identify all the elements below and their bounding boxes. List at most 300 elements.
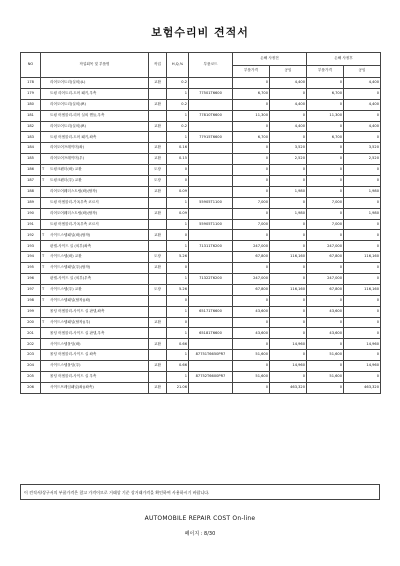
row-item-name: 리어도어트리(실외)(R) [50,123,86,128]
cell-no: 206 [21,382,41,393]
cell-op [149,328,167,339]
row-item-name: 트렁크펜더(좌) 교환 [50,167,82,172]
cell-op [149,306,167,317]
cell-labor-after: 0 [344,110,381,121]
header-hq: H,Q,% [167,53,189,78]
row-item-name: 트렁 어셈블리-도어 패키,좌측 [50,134,97,139]
cell-part-price-before: 11,300 [233,110,270,121]
cell-labor-before: 463,320 [270,382,307,393]
cell-part-no [189,176,233,187]
cell-part-no [189,186,233,197]
cell-op: 교환 [149,121,167,132]
page-title: 보험수리비 견적서 [151,26,249,39]
cell-labor-before: 0 [270,274,307,285]
cell-part-price-after: 0 [307,78,344,89]
cell-part-price-before: 247,000 [233,241,270,252]
cell-labor-after: 2,520 [344,154,381,165]
cell-labor-after: 0 [344,241,381,252]
cell-labor-before: 0 [270,306,307,317]
cell-part-no [189,99,233,110]
cell-op [149,132,167,143]
cell-op: 도장 [149,284,167,295]
row-indent-marker: T [42,297,45,302]
cell-op [149,350,167,361]
cell-name [41,317,149,328]
cell-part-price-after: 67,800 [307,284,344,295]
cell-op [149,88,167,99]
cell-hq: 0 [167,263,189,274]
row-item-name: 트렁 어셈블리-가옥우측 코르셔 [50,221,99,226]
cell-name [41,274,149,285]
cell-hq: 1 [167,110,189,121]
cell-hq: 5.26 [167,252,189,263]
cell-op [149,197,167,208]
table-row [21,197,381,208]
cell-no: 192 [21,230,41,241]
cell-part-no: 71311T6200 [189,241,233,252]
cell-hq: 0.09 [167,208,189,219]
cell-op [149,219,167,230]
table-row [21,241,381,252]
cell-labor-before: 0 [270,219,307,230]
estimate-table-wrap [20,52,380,394]
cell-no: 186 [21,165,41,176]
cell-labor-before: 0 [270,88,307,99]
cell-op: 교환 [149,99,167,110]
cell-hq: 0.2 [167,99,189,110]
cell-part-no: 71322T6200 [189,274,233,285]
row-item-name: 판넬-사이드 실 (외부)우측 [50,276,92,281]
header-work: 작업회목 및 부품명 [41,53,149,78]
cell-name [41,110,149,121]
row-indent-marker: T [42,232,45,237]
cell-part-price-before: 0 [233,121,270,132]
cell-no: 187 [21,176,41,187]
cell-labor-before: 0 [270,241,307,252]
cell-part-price-after: 11,300 [307,110,344,121]
cell-name [41,78,149,89]
cell-name [41,284,149,295]
cell-part-price-after: 0 [307,154,344,165]
cell-labor-after: 3,520 [344,143,381,154]
header-group-after: 손해 사정후 [307,53,381,66]
cell-no: 194 [21,252,41,263]
cell-op: 교환 [149,230,167,241]
cell-part-price-before: 7,000 [233,219,270,230]
cell-labor-before: 0 [270,230,307,241]
cell-part-price-after: 0 [307,339,344,350]
row-item-name: 트렁 어셈블리-가옥우측 코르셔 [50,199,99,204]
cell-no: 196 [21,274,41,285]
cell-part-price-after: 0 [307,382,344,393]
table-row [21,78,381,89]
cell-no: 197 [21,284,41,295]
cell-part-no [189,78,233,89]
cell-no: 182 [21,121,41,132]
cell-no: 205 [21,372,41,383]
cell-labor-before: 0 [270,110,307,121]
table-row [21,132,381,143]
cell-name [41,306,149,317]
cell-part-price-after: 7,000 [307,219,344,230]
cell-part-no: 87751T6650PR7 [189,350,233,361]
cell-name [41,143,149,154]
cell-op: 도장 [149,176,167,187]
cell-part-price-after: 0 [307,263,344,274]
cell-labor-before: 0 [270,165,307,176]
cell-no: 180 [21,99,41,110]
cell-name [41,88,149,99]
cell-part-price-after: 6,700 [307,132,344,143]
header-part-price-1: 부품가격 [233,65,270,78]
estimate-table [20,52,381,394]
table-row [21,99,381,110]
cell-hq: 1 [167,197,189,208]
cell-labor-before: 0 [270,372,307,383]
cell-part-no [189,154,233,165]
cell-part-price-before: 0 [233,176,270,187]
cell-op: 도장 [149,252,167,263]
cell-part-no [189,121,233,132]
cell-part-price-before: 0 [233,78,270,89]
cell-part-price-before: 67,800 [233,284,270,295]
cell-part-price-after: 0 [307,208,344,219]
header-part-price-2: 부품가격 [307,65,344,78]
cell-part-price-after: 51,600 [307,372,344,383]
cell-part-price-after: 0 [307,143,344,154]
cell-labor-before: 14,960 [270,339,307,350]
header-labor-2: 공임 [344,65,381,78]
cell-labor-before: 0 [270,317,307,328]
cell-labor-after: 0 [344,263,381,274]
cell-no: 181 [21,110,41,121]
header-labor-1: 공임 [270,65,307,78]
cell-no: 188 [21,186,41,197]
row-item-name: 리어도어프레이머(우) [50,156,85,161]
cell-hq: 0 [167,295,189,306]
cell-part-price-after: 51,600 [307,350,344,361]
cell-name [41,99,149,110]
cell-labor-after: 0 [344,328,381,339]
row-item-name: 사이드스텝(우) 교환 [50,287,82,292]
row-item-name: 몰딩 어셈블리-사이드 실 판넬,우측 [50,330,105,335]
cell-hq: 1 [167,306,189,317]
cell-part-no [189,208,233,219]
cell-labor-after: 0 [344,295,381,306]
cell-part-price-before: 0 [233,263,270,274]
cell-hq: 1 [167,350,189,361]
cell-op: 교환 [149,317,167,328]
cell-labor-before: 3,520 [270,143,307,154]
cell-labor-after: 14,960 [344,361,381,372]
cell-op [149,372,167,383]
cell-op: 교환 [149,361,167,372]
cell-part-price-before: 0 [233,154,270,165]
row-item-name: 몰딩 어셈블리-사이드 실 판넬,좌측 [50,308,105,313]
cell-labor-before: 4,400 [270,121,307,132]
cell-part-price-before: 0 [233,208,270,219]
cell-hq: 0.15 [167,154,189,165]
cell-op: 교환 [149,382,167,393]
cell-no: 191 [21,219,41,230]
cell-no: 179 [21,88,41,99]
table-row [21,295,381,306]
cell-op: 교환 [149,339,167,350]
cell-part-price-after: 7,000 [307,197,344,208]
cell-labor-before: 4,400 [270,78,307,89]
disclaimer-note: 이 견적서/상구서의 부품가격은 참고 가격이므로 거래상 기준 상거래가격을 확인하여 사용하시기 바랍니다. [20,484,380,500]
cell-no: 203 [21,350,41,361]
row-item-name: 사이드스텝패널(탈착)(좌) [50,297,91,302]
cell-labor-before: 0 [270,295,307,306]
cell-name [41,295,149,306]
cell-labor-after: 0 [344,350,381,361]
row-item-name: 사이드스텝패널(탈착)(우) [50,319,91,324]
cell-hq: 0.09 [167,186,189,197]
cell-no: 184 [21,143,41,154]
cell-part-price-after: 0 [307,176,344,187]
row-indent-marker: T [42,178,45,183]
cell-part-price-before: 7,000 [233,197,270,208]
table-row [21,339,381,350]
cell-op [149,241,167,252]
cell-labor-after: 1,980 [344,208,381,219]
cell-name [41,350,149,361]
table-row [21,230,381,241]
cell-part-no [189,143,233,154]
cell-no: 201 [21,328,41,339]
cell-part-price-before: 0 [233,339,270,350]
cell-part-price-after: 0 [307,295,344,306]
cell-hq: 1 [167,132,189,143]
table-row [21,372,381,383]
cell-name [41,165,149,176]
row-item-name: 몰딩 어셈블리-사이드 실 우측 [50,374,97,379]
cell-labor-before: 0 [270,176,307,187]
cell-part-no [189,230,233,241]
cell-no: 178 [21,78,41,89]
row-item-name: 사이드스텝(좌) 교환 [50,254,82,259]
table-row [21,110,381,121]
cell-labor-before: 1,980 [270,186,307,197]
cell-labor-after: 0 [344,274,381,285]
cell-name [41,132,149,143]
cell-part-price-before: 6,700 [233,132,270,143]
row-item-name: 리어도어트리(실외)(R) [50,101,86,106]
header-group-before: 손해 사정전 [233,53,307,66]
cell-op: 교환 [149,263,167,274]
cell-labor-before: 2,520 [270,154,307,165]
cell-part-price-before: 51,600 [233,350,270,361]
table-row [21,88,381,99]
cell-part-price-before: 0 [233,295,270,306]
cell-labor-after: 0 [344,88,381,99]
row-indent-marker: T [42,265,45,270]
table-row [21,208,381,219]
cell-labor-after: 4,400 [344,78,381,89]
table-row [21,121,381,132]
cell-name [41,219,149,230]
cell-op: 도장 [149,165,167,176]
cell-part-no [189,284,233,295]
cell-hq: 0 [167,230,189,241]
cell-part-no [189,252,233,263]
cell-part-price-before: 6,700 [233,88,270,99]
cell-labor-after: 0 [344,197,381,208]
cell-part-price-after: 0 [307,317,344,328]
footer-brand: AUTOMOBILE REPAIR COST On-line [144,515,256,522]
cell-labor-after: 14,960 [344,339,381,350]
cell-op: 교환 [149,186,167,197]
row-item-name: 트렁크펜더(우) 교환 [50,178,82,183]
cell-hq: 1 [167,219,189,230]
cell-part-no: 77810T6600 [189,110,233,121]
cell-labor-before: 4,400 [270,99,307,110]
cell-no: 204 [21,361,41,372]
cell-name [41,186,149,197]
cell-op [149,274,167,285]
cell-labor-before: 0 [270,197,307,208]
cell-labor-after: 0 [344,306,381,317]
cell-labor-before: 0 [270,263,307,274]
cell-name [41,176,149,187]
cell-labor-after: 463,320 [344,382,381,393]
cell-no: 193 [21,241,41,252]
header-op: 작업 [149,53,167,78]
row-item-name: 리어도어웨더스트립(좌)(탈착) [50,189,98,194]
cell-hq: 0.66 [167,339,189,350]
cell-labor-before: 0 [270,350,307,361]
cell-part-no: 55905T1100 [189,219,233,230]
cell-op: 교환 [149,78,167,89]
cell-op: 교환 [149,143,167,154]
row-indent-marker: T [42,287,45,292]
table-row [21,263,381,274]
table-row [21,154,381,165]
cell-part-price-after: 67,800 [307,252,344,263]
cell-name [41,121,149,132]
table-row [21,284,381,295]
cell-name [41,197,149,208]
cell-name [41,339,149,350]
cell-labor-after: 116,160 [344,284,381,295]
cell-part-price-before: 43,600 [233,306,270,317]
cell-hq: 0.2 [167,121,189,132]
cell-part-price-before: 0 [233,361,270,372]
table-row [21,219,381,230]
row-indent-marker: T [42,167,45,172]
row-indent-marker: T [42,254,45,259]
cell-no: 195 [21,263,41,274]
cell-labor-after: 0 [344,132,381,143]
cell-part-price-after: 0 [307,121,344,132]
cell-hq: 5.26 [167,284,189,295]
cell-part-price-after: 0 [307,230,344,241]
cell-op: 교환 [149,154,167,165]
cell-part-price-after: 43,600 [307,328,344,339]
cell-labor-after: 116,160 [344,252,381,263]
table-header-row [21,53,381,66]
cell-hq: 21.06 [167,382,189,393]
cell-labor-after: 4,400 [344,99,381,110]
cell-part-no: 55905T1100 [189,197,233,208]
cell-part-no [189,382,233,393]
cell-part-price-after: 247,000 [307,241,344,252]
cell-name [41,230,149,241]
table-row [21,176,381,187]
cell-part-price-before: 247,000 [233,274,270,285]
cell-part-price-after: 0 [307,99,344,110]
row-item-name: 사이드프레임패널(좌)(좌측) [50,385,94,390]
cell-part-no: 65181T6600 [189,328,233,339]
cell-labor-after: 0 [344,219,381,230]
table-row [21,143,381,154]
table-row [21,252,381,263]
cell-labor-after: 0 [344,230,381,241]
cell-labor-after: 4,400 [344,121,381,132]
cell-name [41,372,149,383]
cell-hq: 0.66 [167,361,189,372]
cell-part-no [189,339,233,350]
cell-part-no: 65171T6600 [189,306,233,317]
cell-no: 199 [21,306,41,317]
cell-part-no [189,317,233,328]
cell-part-price-after: 6,700 [307,88,344,99]
cell-name [41,382,149,393]
cell-part-price-before: 0 [233,230,270,241]
cell-no: 185 [21,154,41,165]
cell-hq: 0 [167,165,189,176]
cell-hq: 1 [167,274,189,285]
table-row [21,350,381,361]
row-item-name: 리어도어트리(실외)(L) [50,80,86,85]
row-item-name: 사이드스텝패널(좌)(탈착) [50,232,91,237]
table-row [21,328,381,339]
cell-part-no [189,361,233,372]
cell-part-no: 87752T6600PR7 [189,372,233,383]
row-item-name: 사이드스텝몰딩(우) [50,363,81,368]
cell-op: 교환 [149,208,167,219]
cell-labor-after: 0 [344,165,381,176]
cell-part-price-after: 0 [307,165,344,176]
cell-hq: 0 [167,176,189,187]
row-item-name: 트렁 리어트리-도어 패키,우측 [50,91,97,96]
cell-op [149,110,167,121]
cell-name [41,328,149,339]
cell-hq: 0.2 [167,78,189,89]
row-item-name: 트렁 어셈블리-리어 실외 핸들,우측 [50,112,105,117]
cell-name [41,154,149,165]
cell-part-price-before: 0 [233,165,270,176]
cell-part-no [189,295,233,306]
cell-part-price-before: 0 [233,317,270,328]
cell-labor-after: 0 [344,317,381,328]
cell-hq: 1 [167,88,189,99]
cell-hq: 1 [167,241,189,252]
cell-part-no [189,165,233,176]
cell-part-price-before: 0 [233,186,270,197]
table-row [21,274,381,285]
cell-part-no: 77915T6600 [189,132,233,143]
cell-part-no [189,263,233,274]
cell-part-price-after: 247,000 [307,274,344,285]
cell-labor-before: 116,160 [270,252,307,263]
cell-name [41,263,149,274]
cell-no: 190 [21,208,41,219]
page-number: 페이지 : 8/30 [184,531,216,537]
table-row [21,382,381,393]
cell-no: 200 [21,317,41,328]
